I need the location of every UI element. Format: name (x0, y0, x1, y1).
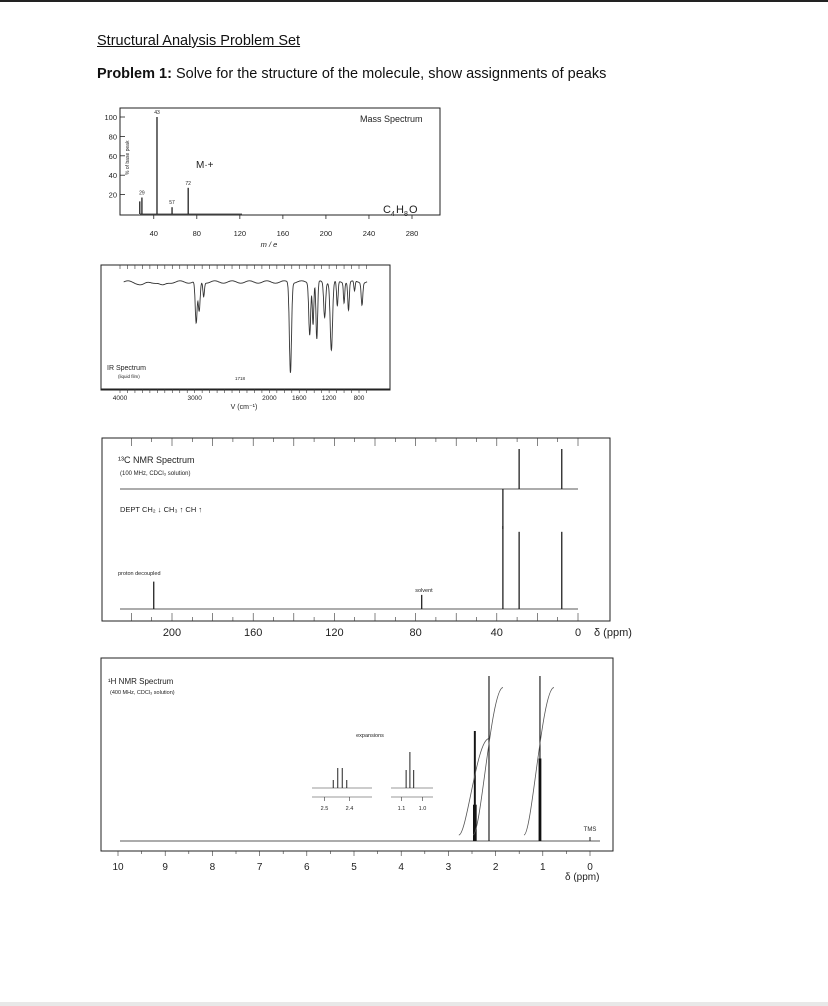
ir-x-tick-label: 800 (353, 395, 365, 402)
c13-x-tick-labels (163, 627, 581, 639)
h1-expansions-label: expansions (356, 733, 384, 739)
h1-x-tick-label: 2 (492, 862, 499, 873)
h1-x-tick-label: 3 (445, 862, 452, 873)
formula-c-sub: 4 (391, 211, 395, 218)
h1-ticks (118, 851, 590, 856)
ir-subtitle: (liquid film) (118, 374, 140, 379)
c13-x-tick-label: 0 (574, 627, 582, 639)
ms-x-ticks (150, 215, 419, 238)
ms-x-tick-label: 240 (362, 229, 376, 238)
h1-x-tick-label: 1 (540, 862, 546, 873)
ms-y-ticks (104, 113, 125, 200)
ms-peak-labels (139, 110, 191, 206)
h1-title: ¹H NMR Spectrum (108, 677, 174, 686)
c13-subtitle: (100 MHz, CDCl₃ solution) (120, 471, 191, 477)
formula-c: C (383, 204, 391, 216)
h1-exp1-tick-label: 2.5 (320, 806, 329, 812)
mass-spectrum (104, 108, 440, 249)
ms-x-tick-label: 280 (405, 229, 419, 238)
c13-frame (102, 438, 610, 621)
h1-exp2-tick-label: 1.1 (397, 806, 406, 812)
ms-x-tick-label: 160 (276, 229, 290, 238)
ms-peak-label: 29 (139, 190, 145, 197)
h1-x-tick-label: 0 (587, 862, 593, 873)
ir-x-tick-label: 1200 (321, 395, 337, 402)
h1-expansions (312, 752, 433, 812)
ms-peak-label: 57 (169, 200, 175, 207)
ir-x-tick-labels (113, 395, 365, 402)
c13-x-tick-label: 200 (162, 627, 182, 639)
ms-x-tick-label: 200 (319, 229, 333, 238)
ir-xlabel: V (cm⁻¹) (230, 404, 258, 411)
ir-x-tick-label: 3000 (187, 395, 202, 402)
ir-ticks (120, 265, 366, 393)
ms-y-tick-label: 80 (108, 132, 117, 142)
ms-formula (383, 204, 418, 218)
formula-h: H (396, 204, 404, 216)
c13-decoupled-label: proton decoupled (118, 571, 161, 577)
h1-axis-unit: δ (ppm) (565, 872, 600, 883)
h1-subtitle: (400 MHz, CDCl₃ solution) (110, 690, 175, 696)
h1-integral-curve (473, 688, 503, 835)
h1-x-tick-label: 9 (162, 862, 168, 873)
h1-x-tick-label: 7 (256, 862, 263, 873)
ir-x-tick-label: 1600 (292, 395, 307, 402)
ir-x-tick-label: 2000 (262, 395, 277, 402)
ms-y-tick-label: 20 (108, 190, 117, 200)
c13-nmr-spectrum (102, 438, 632, 639)
ir-title: IR Spectrum (107, 365, 146, 372)
ms-peaks (140, 117, 188, 214)
ms-title: Mass Spectrum (360, 114, 423, 124)
ms-frame (120, 108, 440, 215)
ms-x-tick-label: 40 (149, 229, 158, 238)
h1-frame (101, 658, 613, 851)
ms-x-tick-label: 120 (233, 229, 247, 238)
ms-y-tick-label: 40 (108, 171, 117, 181)
h1-x-tick-label: 8 (209, 862, 216, 873)
ms-y-tick-label: 100 (104, 113, 117, 122)
formula-h-sub: 8 (404, 211, 408, 218)
c13-x-tick-label: 80 (409, 627, 422, 639)
ms-ylabel: % of base peak (125, 140, 131, 175)
c13-ticks (131, 438, 578, 621)
h1-x-tick-labels (112, 862, 593, 873)
problem-text: Solve for the structure of the molecule, show assignments of peaks (171, 66, 607, 82)
c13-x-tick-label: 160 (244, 627, 263, 639)
h1-x-tick-label: 6 (304, 862, 310, 873)
ms-mplus-label: M·+ (196, 160, 214, 171)
h1-tms-label: TMS (583, 827, 597, 833)
ir-x-tick-label: 4000 (112, 395, 128, 402)
ir-trace (124, 281, 367, 373)
ms-xlabel: m / e (260, 240, 278, 249)
h1-exp1-tick-label: 2.4 (345, 806, 354, 812)
c13-solvent-label: solvent (415, 588, 433, 594)
c13-axis-unit: δ (ppm) (594, 627, 632, 639)
h1-exp2-tick-label: 1.0 (418, 806, 427, 812)
ir-spectrum (101, 265, 390, 411)
h1-x-tick-label: 4 (398, 862, 404, 873)
h1-nmr-spectrum (101, 658, 613, 883)
formula-o: O (409, 204, 418, 216)
doc-title: Structural Analysis Problem Set (97, 33, 301, 49)
problem-label: Problem 1: (97, 66, 172, 82)
c13-x-tick-label: 120 (325, 627, 344, 639)
ms-peak-label: 72 (185, 180, 191, 187)
c13-dept-label: DEPT CH₂ ↓ CH₃ ↑ CH ↑ (120, 505, 203, 514)
h1-x-tick-label: 5 (351, 862, 357, 873)
c13-x-tick-label: 40 (490, 627, 503, 639)
ms-peak-label: 43 (154, 110, 160, 116)
h1-x-tick-label: 10 (112, 862, 124, 873)
ms-y-tick-label: 60 (108, 151, 117, 161)
h1-peaks (459, 676, 590, 841)
c13-title: ¹³C NMR Spectrum (118, 455, 195, 465)
c13-peaks (154, 449, 562, 609)
ms-x-tick-label: 80 (192, 229, 201, 238)
ir-peak-label: 1718 (234, 376, 246, 381)
